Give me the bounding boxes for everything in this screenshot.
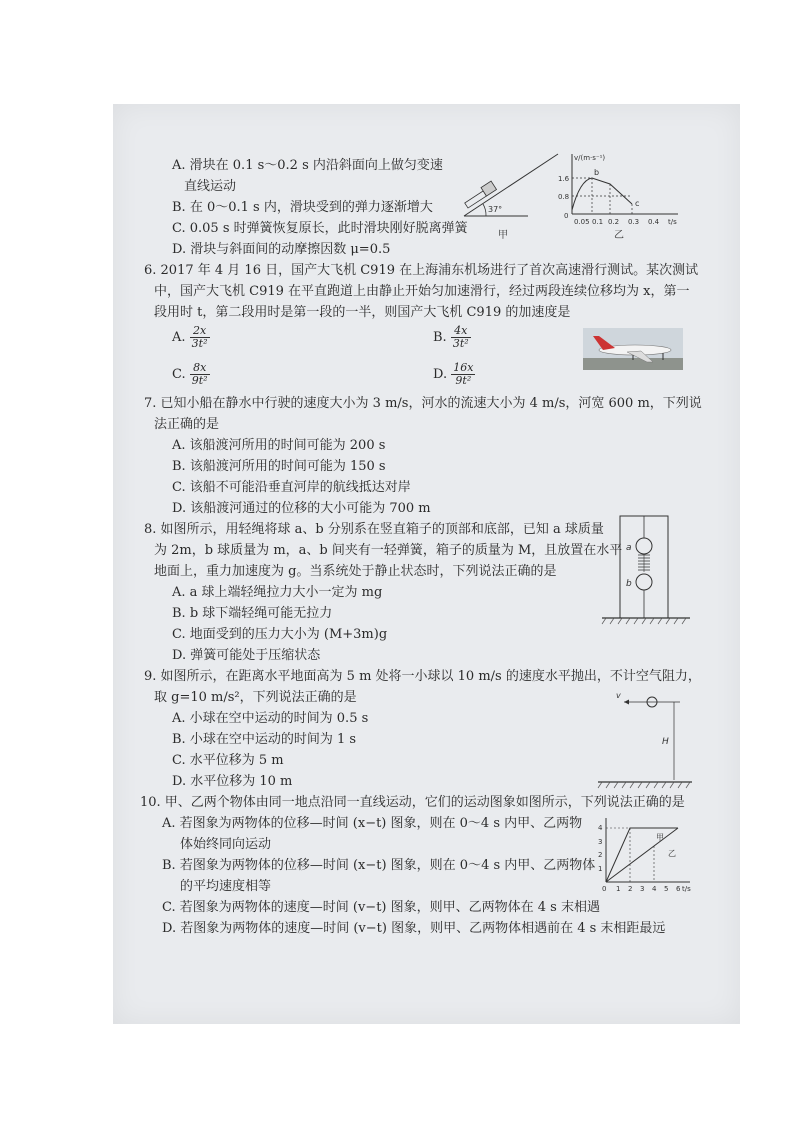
q6-option-c: C. $\frac{8x}{\text{9t²}}$ bbox=[172, 361, 208, 387]
vt-graph bbox=[548, 148, 688, 240]
x-tick: 1 bbox=[616, 885, 621, 893]
x-tick: 6 bbox=[676, 885, 681, 893]
ball-b bbox=[636, 574, 652, 590]
q8-stem-line1: 8. 如图所示，用轻绳将球 a、b 分别系在竖直箱子的顶部和底部，已知 a 球质量 bbox=[144, 522, 604, 537]
q10-option-d: D. 若图象为两物体的速度—时间 (v−t) 图象，则甲、乙两物体相遇前在 4 s 末相距最远 bbox=[162, 921, 666, 936]
x-tick: 0.05 bbox=[574, 218, 590, 226]
box-figure bbox=[600, 512, 692, 630]
spring-icon bbox=[465, 191, 487, 208]
q7-option-d: D. 该船渡河通过的位移的大小可能为 700 m bbox=[172, 501, 431, 516]
x-tick: 0 bbox=[602, 885, 607, 893]
q10-option-a-line2: 体始终同向运动 bbox=[180, 837, 272, 852]
q7-option-a: A. 该船渡河所用的时间可能为 200 s bbox=[172, 438, 386, 453]
angle-label: 37° bbox=[488, 205, 503, 214]
projectile-figure bbox=[596, 690, 694, 794]
figure-yi-label: 乙 bbox=[614, 230, 624, 240]
q8-stem-line3: 地面上，重力加速度为 g。当系统处于静止状态时，下列说法正确的是 bbox=[154, 564, 557, 579]
q9-option-b: B. 小球在空中运动的时间为 1 s bbox=[172, 732, 357, 747]
series-jia-label: 甲 bbox=[656, 833, 664, 842]
q5-option-a-line1: A. 滑块在 0.1 s～0.2 s 内沿斜面向上做匀变速 bbox=[172, 158, 443, 173]
q7-stem-line1: 7. 已知小船在静水中行驶的速度大小为 3 m/s，河水的流速大小为 4 m/s，河宽 600 m，下列说 bbox=[144, 396, 702, 411]
figure-jia-label: 甲 bbox=[498, 230, 508, 240]
q6-stem-line1: 6. 2017 年 4 月 16 日，国产大飞机 C919 在上海浦东机场进行了首次高速滑行测试。某次测试 bbox=[144, 263, 699, 278]
y-tick: 2 bbox=[598, 851, 603, 859]
y-tick: 1 bbox=[598, 865, 603, 873]
point-c-label: c bbox=[635, 199, 640, 208]
ball-a-label: a bbox=[626, 543, 632, 553]
q8-option-a: A. a 球上端轻绳拉力大小一定为 mg bbox=[172, 585, 383, 600]
q9-option-a: A. 小球在空中运动的时间为 0.5 s bbox=[172, 711, 369, 726]
ball-b-label: b bbox=[626, 579, 632, 589]
q9-stem-line1: 9. 如图所示，在距离水平地面高为 5 m 处将一小球以 10 m/s 的速度水平抛出，不计空气阻力， bbox=[144, 669, 701, 684]
y-tick: 0.8 bbox=[558, 193, 570, 201]
q8-option-d: D. 弹簧可能处于压缩状态 bbox=[172, 648, 321, 663]
arrow-left-icon bbox=[624, 700, 629, 705]
q10-stem-line1: 10. 甲、乙两个物体由同一地点沿同一直线运动，它们的运动图象如图所示，下列说法正确的是 bbox=[140, 795, 685, 810]
q5-option-a-line2: 直线运动 bbox=[184, 179, 237, 194]
motion-graph bbox=[592, 814, 696, 894]
q6-option-d: D. $\frac{16x}{\text{9t²}}$ bbox=[433, 361, 474, 387]
q5-option-b: B. 在 0～0.1 s 内，滑块受到的弹力逐渐增大 bbox=[172, 200, 433, 215]
x-tick: 0.3 bbox=[628, 218, 640, 226]
q8-option-b: B. b 球下端轻绳可能无拉力 bbox=[172, 606, 333, 621]
x-tick: 0.2 bbox=[608, 218, 620, 226]
q6-option-a: A. $\frac{2x}{\text{3t²}}$ bbox=[172, 324, 208, 350]
q8-option-c: C. 地面受到的压力大小为 (M+3m)g bbox=[172, 627, 388, 642]
q7-option-b: B. 该船渡河所用的时间可能为 150 s bbox=[172, 459, 386, 474]
x-tick: 2 bbox=[628, 885, 633, 893]
q9-stem-line2: 取 g=10 m/s²，下列说法正确的是 bbox=[154, 690, 357, 705]
q7-stem-line2: 法正确的是 bbox=[154, 417, 220, 432]
axis-v-label: v/(m·s⁻¹) bbox=[574, 154, 606, 162]
axis-t-label: t/s bbox=[682, 885, 691, 893]
y-tick: 1.6 bbox=[558, 175, 570, 183]
q5-option-c: C. 0.05 s 时弹簧恢复原长，此时滑块刚好脱离弹簧 bbox=[172, 221, 468, 236]
ball-a bbox=[636, 538, 652, 554]
y-tick: 0 bbox=[564, 212, 569, 220]
x-tick: 0.1 bbox=[592, 218, 604, 226]
q9-option-c: C. 水平位移为 5 m bbox=[172, 753, 284, 768]
q10-option-c: C. 若图象为两物体的速度—时间 (v−t) 图象，则甲、乙两物体在 4 s 末相遇 bbox=[162, 900, 600, 915]
airplane-photo bbox=[583, 328, 683, 370]
q5-option-d: D. 滑块与斜面间的动摩擦因数 μ=0.5 bbox=[172, 242, 391, 257]
x-tick: 3 bbox=[640, 885, 645, 893]
slider-block bbox=[481, 181, 497, 196]
point-b-label: b bbox=[594, 168, 600, 177]
y-tick: 4 bbox=[598, 824, 603, 832]
height-label: H bbox=[662, 737, 669, 747]
q10-option-b-line1: B. 若图象为两物体的位移—时间 (x−t) 图象，则在 0～4 s 内甲、乙两物体 bbox=[162, 858, 596, 873]
series-yi-label: 乙 bbox=[668, 849, 676, 858]
q10-option-b-line2: 的平均速度相等 bbox=[180, 879, 272, 894]
q6-stem-line3: 段用时 t，第二段用时是第一段的一半，则国产大飞机 C919 的加速度是 bbox=[154, 305, 571, 320]
q9-option-d: D. 水平位移为 10 m bbox=[172, 774, 293, 789]
q7-option-c: C. 该船不可能沿垂直河岸的航线抵达对岸 bbox=[172, 480, 411, 495]
q10-option-a-line1: A. 若图象为两物体的位移—时间 (x−t) 图象，则在 0～4 s 内甲、乙两物 bbox=[162, 816, 583, 831]
x-tick: 0.4 bbox=[648, 218, 660, 226]
y-tick: 3 bbox=[598, 838, 603, 846]
axis-t-label: t/s bbox=[668, 218, 677, 226]
x-tick: 4 bbox=[652, 885, 657, 893]
x-tick: 5 bbox=[664, 885, 669, 893]
velocity-label: v bbox=[616, 691, 621, 700]
q6-stem-line2: 中，国产大飞机 C919 在平直跑道上由静止开始匀加速滑行，经过两段连续位移均为 x，第一 bbox=[154, 284, 690, 299]
q6-option-b: B. $\frac{4x}{\text{3t²}}$ bbox=[433, 324, 469, 350]
q8-stem-line2: 为 2m，b 球质量为 m，a、b 间夹有一轻弹簧，箱子的质量为 M，且放置在水平 bbox=[154, 543, 623, 558]
